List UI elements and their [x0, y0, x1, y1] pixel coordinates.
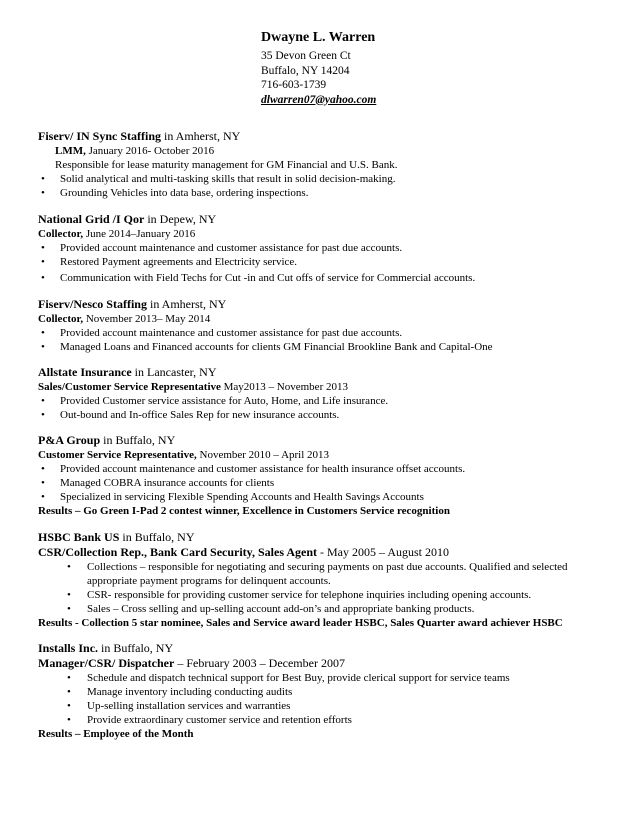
job-title: LMM,: [55, 145, 86, 157]
job-employer: Fiserv/ IN Sync Staffing: [38, 129, 161, 143]
job-employer: Fiserv/Nesco Staffing: [38, 297, 147, 311]
job-bullet: • Managed Loans and Financed accounts for clients GM Financial Brookline Bank and Capital-One: [38, 340, 618, 354]
job-bullet: • Collections – responsible for negotiating and securing payments on past due accounts. Qualified and selected appropriate payment programs for delinquent accounts.: [38, 560, 618, 588]
job-location: in Amherst, NY: [161, 129, 241, 143]
job-bullet: • Up-selling installation services and warranties: [38, 699, 618, 713]
job-dates: – February 2003 – December 2007: [174, 656, 345, 670]
job-employer-line: [38, 433, 618, 448]
job-employer-line: [38, 297, 618, 312]
job-dates: November 2013– May 2014: [83, 313, 211, 325]
job-location: in Buffalo, NY: [119, 530, 195, 544]
address-line-1: 35 Devon Green Ct: [261, 50, 351, 62]
job-role-line: [38, 545, 618, 560]
job-title: Sales/Customer Service Representative: [38, 381, 221, 393]
job-employer: National Grid /I Qor: [38, 212, 145, 226]
job-title: CSR/Collection Rep., Bank Card Security, Sales Agent: [38, 545, 318, 559]
job-role-line: [38, 144, 618, 158]
email-link[interactable]: dlwarren07@yahoo.com: [261, 93, 377, 106]
job-employer-line: [38, 530, 618, 545]
job-bullets: [38, 671, 618, 727]
job-title: Manager/CSR/ Dispatcher: [38, 656, 175, 670]
candidate-name: Dwayne L. Warren: [261, 30, 376, 45]
job-role-line: [38, 656, 618, 671]
job-employer-line: [38, 641, 618, 656]
job-location: in Buffalo, NY: [98, 641, 174, 655]
job-section: [38, 641, 618, 741]
job-section: [38, 365, 618, 422]
job-description: Responsible for lease maturity management for GM Financial and U.S. Bank.: [55, 159, 398, 171]
job-dates: June 2014–January 2016: [83, 228, 196, 240]
job-location: in Amherst, NY: [146, 297, 227, 311]
job-bullet: • Provide extraordinary customer service and retention efforts: [38, 713, 618, 727]
job-dates: November 2010 – April 2013: [196, 449, 330, 461]
job-bullet: • Schedule and dispatch technical support for Best Buy, provide clerical support for service teams: [38, 671, 618, 685]
job-role-line: [38, 312, 618, 326]
job-bullets: [38, 326, 618, 354]
job-results: Results – Go Green I-Pad 2 contest winner, Excellence in Customers Service recognition: [38, 505, 450, 517]
job-bullet: • Solid analytical and multi-tasking skills that result in solid decision-making.: [38, 172, 618, 186]
job-section: [38, 212, 618, 285]
job-bullet: • Communication with Field Techs for Cut -in and Cut offs of service for Commercial accounts.: [38, 271, 618, 285]
job-dates: - May 2005 – August 2010: [317, 545, 450, 559]
job-employer-line: [38, 212, 618, 227]
job-role-line: [38, 380, 618, 394]
job-section: [38, 297, 618, 354]
job-results: Results – Employee of the Month: [38, 728, 194, 740]
job-bullets: [38, 560, 618, 616]
job-employer: Allstate Insurance: [38, 365, 132, 379]
job-bullet: • Provided account maintenance and customer assistance for past due accounts.: [38, 241, 618, 255]
job-bullets: [38, 241, 618, 285]
job-role-line: [38, 448, 618, 462]
job-location: in Buffalo, NY: [100, 433, 176, 447]
job-employer: HSBC Bank US: [38, 530, 120, 544]
experience-list: [38, 129, 618, 741]
job-section: [38, 433, 618, 518]
job-bullet: • Manage inventory including conducting audits: [38, 685, 618, 699]
job-role-line: [38, 227, 618, 241]
job-employer-line: [38, 129, 618, 144]
job-bullets: [38, 462, 618, 504]
resume-header: [261, 29, 376, 107]
job-title: Collector,: [38, 228, 84, 240]
job-dates: May2013 – November 2013: [220, 381, 348, 393]
job-bullet: • Specialized in servicing Flexible Spending Accounts and Health Savings Accounts: [38, 490, 618, 504]
job-bullets: [38, 394, 618, 422]
job-bullet: • Provided account maintenance and customer assistance for health insurance offset accounts.: [38, 462, 618, 476]
job-bullet: • Provided account maintenance and customer assistance for past due accounts.: [38, 326, 618, 340]
job-location: in Lancaster, NY: [131, 365, 217, 379]
job-employer-line: [38, 365, 618, 380]
job-section: [38, 129, 618, 200]
job-bullet: • Provided Customer service assistance for Auto, Home, and Life insurance.: [38, 394, 618, 408]
job-bullet: • Grounding Vehicles into data base, ordering inspections.: [38, 186, 618, 200]
job-bullet: • Managed COBRA insurance accounts for clients: [38, 476, 618, 490]
job-bullets: [38, 172, 618, 200]
address-line-2: Buffalo, NY 14204: [261, 64, 350, 77]
job-location: in Depew, NY: [144, 212, 217, 226]
job-bullet: • Sales – Cross selling and up-selling account add-on’s and appropriate banking products.: [38, 602, 618, 616]
job-results: Results - Collection 5 star nominee, Sales and Service award leader HSBC, Sales Quarter award achiever HSBC: [38, 617, 563, 629]
job-employer: Installs Inc.: [38, 641, 99, 655]
job-section: [38, 530, 618, 630]
job-employer: P&A Group: [38, 433, 101, 447]
job-title: Customer Service Representative,: [38, 449, 197, 461]
job-bullet: • Out-bound and In-office Sales Rep for new insurance accounts.: [38, 408, 618, 422]
phone-number: 716-603-1739: [261, 79, 327, 91]
job-title: Collector,: [38, 313, 84, 325]
job-bullet: • Restored Payment agreements and Electricity service.: [38, 255, 618, 269]
job-bullet: • CSR- responsible for providing customer service for telephone inquiries including opening accounts.: [38, 588, 618, 602]
job-dates: January 2016- October 2016: [85, 145, 215, 157]
